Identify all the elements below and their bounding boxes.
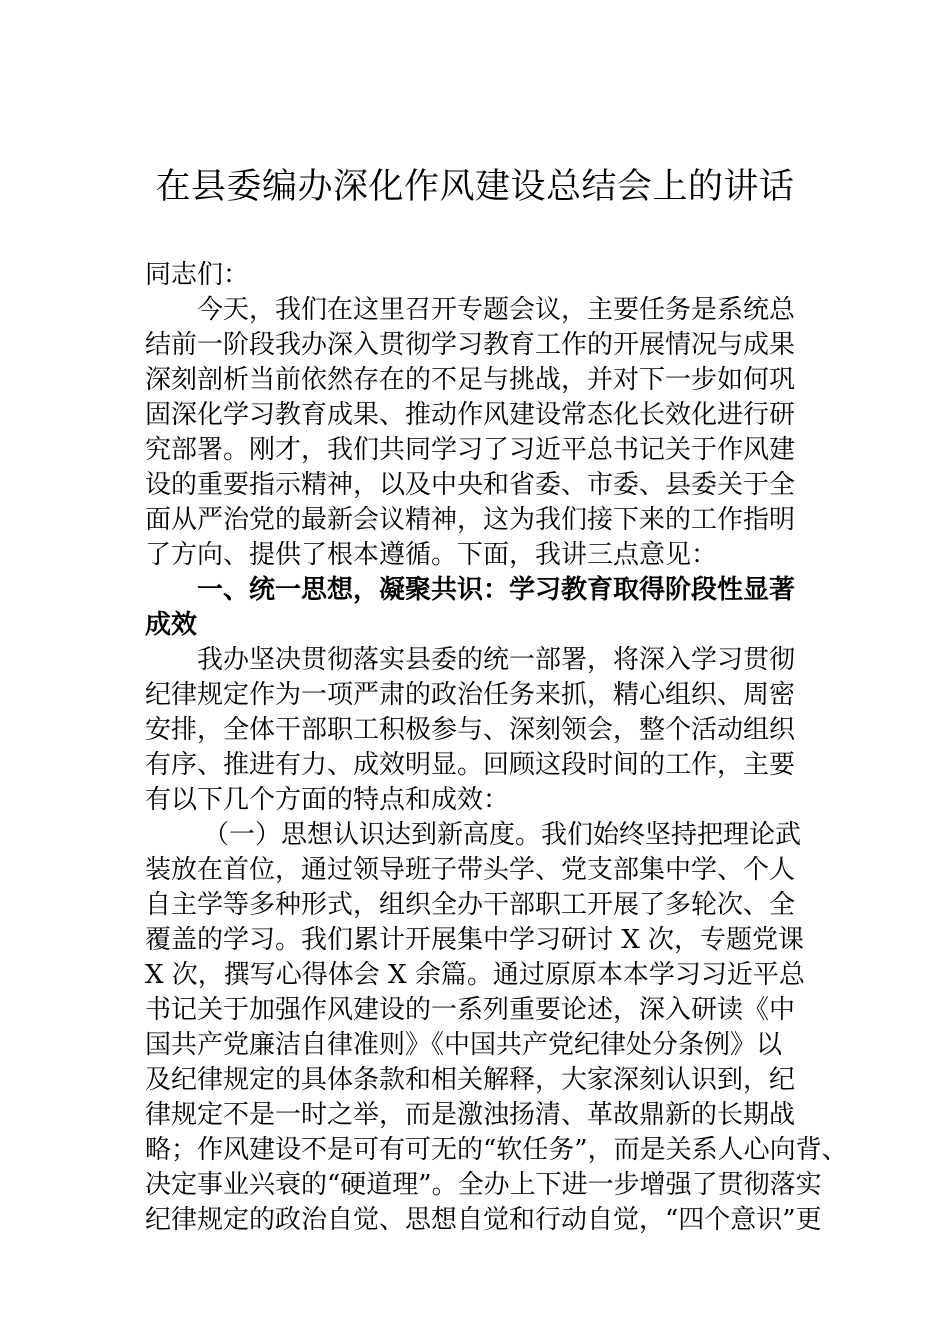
paragraph-line: 略；作风建设不是可有可无的“软任务”，而是关系人心向背、 bbox=[145, 1135, 848, 1165]
paragraph-line: 自主学等多种形式，组织全办干部职工开展了多轮次、全 bbox=[145, 890, 796, 920]
salutation: 同志们： bbox=[145, 260, 250, 290]
paragraph-line: 今天，我们在这里召开专题会议，主要任务是系统总 bbox=[197, 295, 796, 325]
paragraph-line: 深刻剖析当前依然存在的不足与挑战，并对下一步如何巩 bbox=[145, 365, 796, 395]
paragraph-line: 纪律规定作为一项严肃的政治任务来抓，精心组织、周密 bbox=[145, 680, 796, 710]
paragraph-line: 及纪律规定的具体条款和相关解释，大家深刻认识到，纪 bbox=[145, 1065, 796, 1095]
paragraph-line: 书记关于加强作风建设的一系列重要论述，深入研读《中 bbox=[145, 995, 796, 1025]
paragraph-line: 律规定不是一时之举，而是激浊扬清、革故鼎新的长期战 bbox=[145, 1100, 796, 1130]
paragraph-line: 有以下几个方面的特点和成效： bbox=[145, 785, 510, 815]
document-body bbox=[145, 258, 848, 1238]
section-heading: 一、统一思想，凝聚共识：学习教育取得阶段性显著 bbox=[197, 575, 796, 605]
paragraph-line: 面从严治党的最新会议精神，这为我们接下来的工作指明 bbox=[145, 505, 796, 535]
paragraph-line: X 次，撰写心得体会 X 余篇。通过原原本本学习习近平总 bbox=[145, 960, 805, 990]
paragraph-line: 国共产党廉洁自律准则》《中国共产党纪律处分条例》以 bbox=[145, 1030, 783, 1060]
paragraph-line: 了方向、提供了根本遵循。下面，我讲三点意见： bbox=[145, 540, 718, 570]
paragraph-line: 究部署。刚才，我们共同学习了习近平总书记关于作风建 bbox=[145, 435, 796, 465]
subsection-line: （一）思想认识达到新高度。我们始终坚持把理论武 bbox=[203, 820, 802, 850]
paragraph-line: 固深化学习教育成果、推动作风建设常态化长效化进行研 bbox=[145, 400, 796, 430]
paragraph-line: 装放在首位，通过领导班子带头学、党支部集中学、个人 bbox=[145, 855, 796, 885]
section-heading-cont: 成效 bbox=[145, 610, 198, 640]
paragraph-line: 覆盖的学习。我们累计开展集中学习研讨 X 次，专题党课 bbox=[145, 925, 805, 955]
paragraph-line: 决定事业兴衰的“硬道理”。全办上下进一步增强了贯彻落实 bbox=[145, 1170, 822, 1200]
paragraph-line: 安排，全体干部职工积极参与、深刻领会，整个活动组织 bbox=[145, 715, 796, 745]
paragraph-line: 有序、推进有力、成效明显。回顾这段时间的工作，主要 bbox=[145, 750, 796, 780]
paragraph-line: 纪律规定的政治自觉、思想自觉和行动自觉，“四个意识”更 bbox=[145, 1205, 822, 1235]
paragraph-line: 结前一阶段我办深入贯彻学习教育工作的开展情况与成果 bbox=[145, 330, 796, 360]
paragraph-line: 设的重要指示精神，以及中央和省委、市委、县委关于全 bbox=[145, 470, 796, 500]
document-title: 在县委编办深化作风建设总结会上的讲话 bbox=[155, 167, 795, 207]
paragraph-line: 我办坚决贯彻落实县委的统一部署，将深入学习贯彻 bbox=[197, 645, 796, 675]
